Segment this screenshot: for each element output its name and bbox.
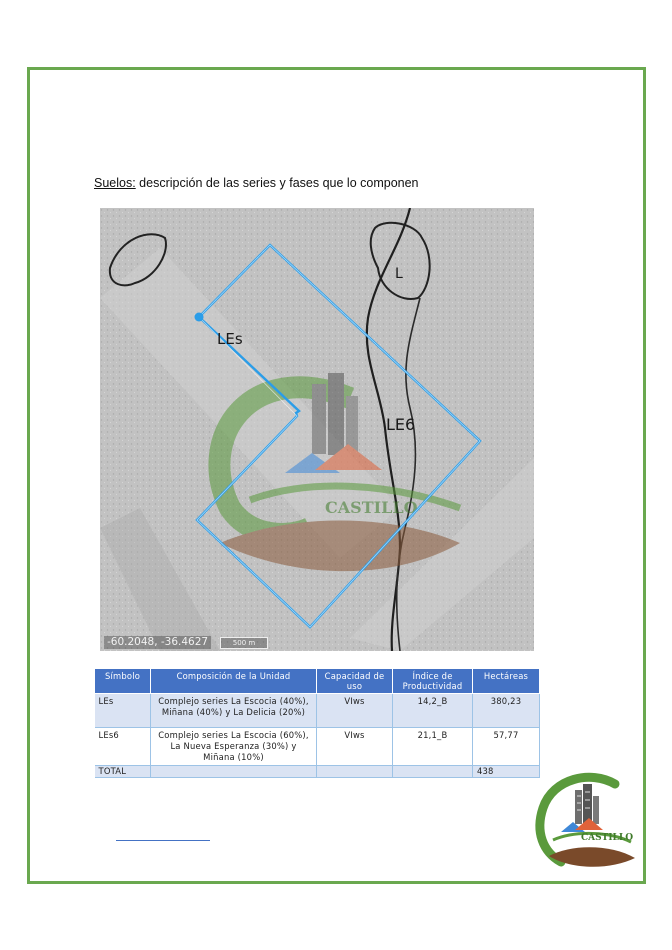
header-hectareas: Hectáreas [473,669,540,694]
cell-composicion: Complejo series La Escocia (40%), Miñana (40%) y La Delicia (20%) [151,694,317,728]
map-scale: 500 m [220,637,268,649]
map-coordinates: -60.2048, -36.4627 [104,636,211,649]
table-total-row [95,766,540,778]
cell-empty [151,766,317,778]
heading-label: Suelos: [94,176,136,190]
castillo-logo [531,770,639,878]
cell-empty [317,766,393,778]
map-label-le6: LE6 [386,415,416,434]
heading-text: descripción de las series y fases que lo componen [135,176,419,190]
header-indice: Índice de Productividad [393,669,473,694]
header-composicion: Composición de la Unidad [151,669,317,694]
header-simbolo: Símbolo [95,669,151,694]
table-row [95,694,540,728]
table-header-row [95,669,540,694]
cell-total-hectareas: 438 [473,766,540,778]
cell-total-label: TOTAL [95,766,151,778]
watermark-text: CASTILLO [325,498,418,517]
cell-capacidad: VIws [317,728,393,766]
cell-indice: 21,1_B [393,728,473,766]
cell-simbolo: LEs [95,694,151,728]
cell-composicion: Complejo series La Escocia (60%), La Nueva Esperanza (30%) y Miñana (10%) [151,728,317,766]
logo-text: CASTILLO [581,833,634,843]
footnote-separator [116,840,210,841]
cell-hectareas: 57,77 [473,728,540,766]
map-label-les: LEs [217,330,243,348]
soil-map-graphic [100,208,534,651]
cell-hectareas: 380,23 [473,694,540,728]
header-capacidad: Capacidad de uso [317,669,393,694]
cell-empty [393,766,473,778]
section-heading [94,176,419,190]
castillo-logo-graphic [531,770,639,878]
table-row [95,728,540,766]
cell-indice: 14,2_B [393,694,473,728]
cell-simbolo: LEs6 [95,728,151,766]
map-label-fragment: L [395,266,403,282]
soil-map [100,208,534,651]
soil-table [94,668,540,778]
boundary-vertex-handle[interactable] [195,313,204,322]
cell-capacidad: VIws [317,694,393,728]
